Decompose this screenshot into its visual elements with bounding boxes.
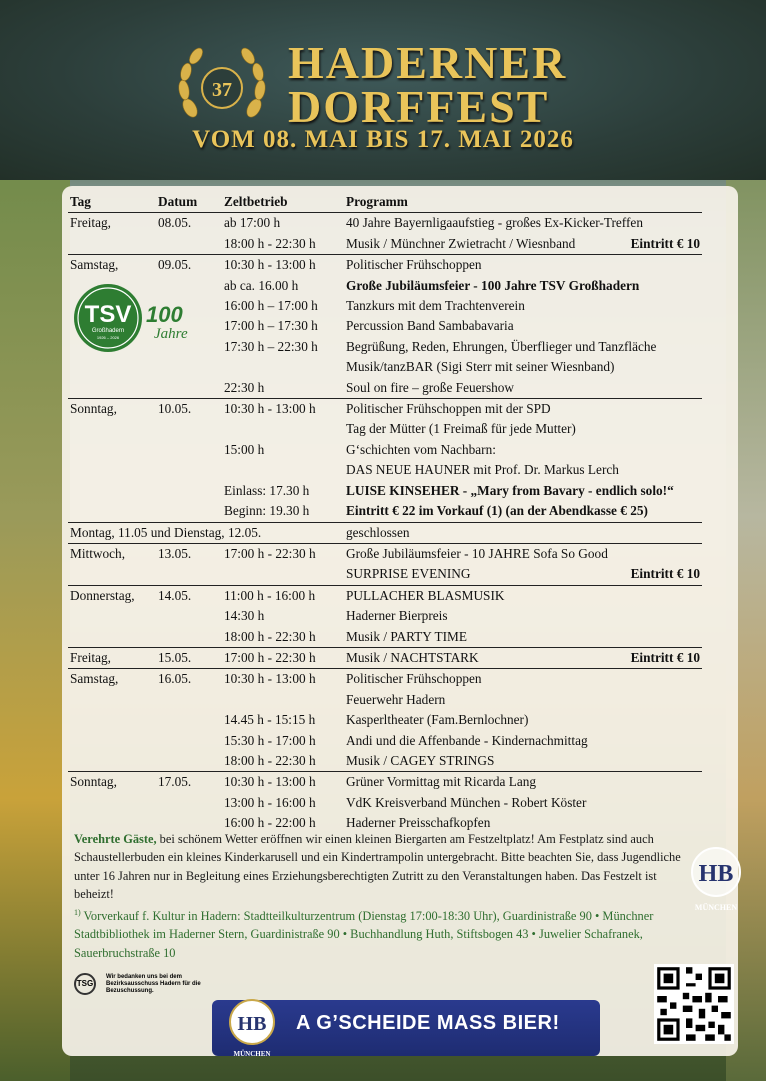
table-row [68, 357, 702, 377]
row-day [68, 606, 156, 626]
tsv-word: Jahre [154, 326, 188, 342]
row-day [68, 793, 156, 813]
row-program: geschlossen [344, 522, 702, 543]
table-row [68, 419, 702, 439]
row-date: 13.05. [156, 543, 222, 564]
row-day [68, 731, 156, 751]
row-time: ab ca. 16.00 h [224, 277, 299, 293]
notes-lead: Verehrte Gäste, [74, 832, 157, 846]
row-day [68, 460, 156, 480]
row-time: 10:30 h - 13:00 h [222, 669, 344, 690]
row-program: Politischer Frühschoppen mit der SPD [344, 399, 702, 420]
row-program [344, 234, 702, 255]
row-date [156, 564, 222, 585]
row-time: 14:30 h [224, 608, 265, 624]
row-date [156, 793, 222, 813]
row-program: DAS NEUE HAUNER mit Prof. Dr. Markus Lerch [346, 462, 619, 478]
table-row [68, 669, 702, 690]
row-day: Donnerstag, [68, 585, 156, 606]
row-day: Freitag, [68, 213, 156, 234]
sponsor-thanks [74, 972, 224, 998]
row-day [68, 501, 156, 522]
row-date [156, 606, 222, 626]
row-program: Soul on fire – große Feuershow [346, 379, 515, 395]
row-day [68, 690, 156, 710]
row-time: 17:00 h - 22:30 h [222, 647, 344, 668]
row-time: 14.45 h - 15:15 h [224, 712, 316, 728]
row-date [156, 710, 222, 730]
guest-notes [74, 830, 694, 962]
table-row [68, 606, 702, 626]
row-program: Kasperltheater (Fam.Bernlochner) [346, 712, 529, 728]
row-time: 16:00 h – 17:00 h [224, 298, 318, 314]
entry-fee: Eintritt € 10 [630, 649, 700, 665]
row-time: 17:00 h – 17:30 h [224, 318, 318, 334]
table-row [68, 522, 702, 543]
row-date [156, 357, 222, 377]
row-date: 17.05. [156, 772, 222, 793]
hb-beer-mug-logo [682, 836, 752, 916]
header-time: Zeltbetrieb [222, 192, 344, 213]
row-time: 17:00 h - 22:30 h [222, 543, 344, 564]
row-program: Musik / PARTY TIME [346, 628, 467, 644]
row-date [156, 440, 222, 460]
row-date: 14.05. [156, 585, 222, 606]
table-row [68, 772, 702, 793]
row-day [68, 627, 156, 648]
row-time: 10:30 h - 13:00 h [222, 399, 344, 420]
row-time [222, 564, 344, 585]
laurel-wreath-icon [172, 38, 272, 138]
row-time: 17:30 h – 22:30 h [224, 338, 318, 354]
hb-badge-brand: HB [237, 1013, 267, 1035]
row-program: Musik/tanzBAR (Sigi Sterr mit seiner Wiesnband) [346, 359, 615, 375]
row-program: Tanzkurs mit dem Trachtenverein [346, 298, 525, 314]
festival-dates: VOM 08. MAI BIS 17. MAI 2026 [192, 126, 574, 153]
table-row [68, 234, 702, 255]
row-program: Tag der Mütter (1 Freimaß für jede Mutter) [346, 421, 576, 437]
hb-right-brand: HB [698, 861, 734, 887]
table-row [68, 213, 702, 234]
table-row [68, 378, 702, 399]
table-row [68, 585, 702, 606]
title-line-1: HADERNER [288, 37, 568, 88]
program-text: Musik / NACHTSTARK [346, 649, 479, 665]
tsv-logo [72, 282, 212, 354]
table-row [68, 690, 702, 710]
row-day [68, 440, 156, 460]
row-program: Begrüßung, Reden, Ehrungen, Überflieger und Tanzfläche [346, 338, 657, 354]
row-program: PULLACHER BLASMUSIK [344, 585, 702, 606]
row-day: Freitag, [68, 647, 156, 668]
row-date [156, 481, 222, 501]
table-row [68, 793, 702, 813]
row-time: ab 17:00 h [222, 213, 344, 234]
row-time: 10:30 h - 13:00 h [222, 255, 344, 276]
edition-number: 37 [212, 79, 232, 101]
row-day [68, 481, 156, 501]
row-time [222, 690, 344, 710]
row-date [156, 690, 222, 710]
row-time: 18:00 h - 22:30 h [224, 235, 316, 251]
row-date [156, 731, 222, 751]
row-program: Eintritt € 22 im Vorkauf (1) (an der Abendkasse € 25) [346, 503, 648, 519]
sunflower-decoration [0, 140, 70, 1081]
row-program: VdK Kreisverband München - Robert Köster [346, 794, 587, 810]
row-date: 15.05. [156, 647, 222, 668]
program-text: SURPRISE EVENING [346, 566, 471, 582]
row-program: Andi und die Affenbande - Kindernachmittag [346, 732, 588, 748]
row-time: 18:00 h - 22:30 h [224, 628, 316, 644]
row-day: Samstag, [68, 669, 156, 690]
row-time: 13:00 h - 16:00 h [224, 794, 316, 810]
hb-badge-logo [226, 992, 278, 1062]
row-time: 15:30 h - 17:00 h [224, 732, 316, 748]
header-date: Datum [156, 192, 222, 213]
row-day [68, 357, 156, 377]
row-time: 15:00 h [224, 441, 265, 457]
row-day [68, 751, 156, 772]
row-day [68, 419, 156, 439]
footnote-text: Vorverkauf f. Kultur in Hadern: Stadtteilkulturzentrum (Dienstag 17:00-18:30 Uhr), Guardinistraße 90 • Münchner Stadtbibliothek im Haderner Stern, Guardinistraße 90 • Buchhandlung Huth, Stiftsbogen 43 • Juwelier Schafranek, Sauerbruchstraße 10 [74, 908, 654, 960]
table-row [68, 543, 702, 564]
row-time: 22:30 h [224, 379, 265, 395]
row-program: Große Jubiläumsfeier - 100 Jahre TSV Großhadern [346, 277, 640, 293]
row-time: 16:00 h - 22:00 h [224, 815, 316, 831]
row-program: Große Jubiläumsfeier - 10 JAHRE Sofa So Good [344, 543, 702, 564]
hb-badge-city: MÜNCHEN [233, 1050, 271, 1058]
row-day [68, 234, 156, 255]
row-program: Feuerwehr Hadern [346, 691, 446, 707]
row-program [344, 647, 702, 668]
row-program: Percussion Band Sambabavaria [346, 318, 514, 334]
row-date [156, 378, 222, 399]
row-program: Haderner Bierpreis [346, 608, 448, 624]
table-row [68, 481, 702, 501]
thanks-text: Wir bedanken uns bei dem Bezirksausschuss Hadern für die Bezuschussung. [106, 974, 201, 994]
row-date: 10.05. [156, 399, 222, 420]
table-row [68, 399, 702, 420]
row-time [222, 460, 344, 480]
tsv-name: Großhadern [91, 328, 125, 334]
row-day: Mittwoch, [68, 543, 156, 564]
entry-fee: Eintritt € 10 [630, 235, 700, 251]
row-program: G‘schichten vom Nachbarn: [346, 441, 496, 457]
row-time: Einlass: 17.30 h [224, 482, 310, 498]
row-day [68, 564, 156, 585]
table-row [68, 460, 702, 480]
slogan-text: A G’SCHEIDE MASS BIER! [296, 1012, 560, 1034]
row-program: Politischer Frühschoppen [344, 255, 702, 276]
row-date: 08.05. [156, 213, 222, 234]
qr-code-icon[interactable] [654, 964, 734, 1044]
row-program: Musik / CAGEY STRINGS [346, 752, 495, 768]
row-time: 18:00 h - 22:30 h [224, 752, 316, 768]
tsg-logo-icon: TSG [74, 973, 96, 995]
row-date: 09.05. [156, 255, 222, 276]
row-date [156, 419, 222, 439]
entry-fee: Eintritt € 10 [630, 566, 700, 582]
program-text: Musik / Münchner Zwietracht / Wiesnband [346, 235, 576, 251]
table-row [68, 564, 702, 585]
row-program [344, 564, 702, 585]
header-day: Tag [68, 192, 156, 213]
table-row [68, 501, 702, 522]
table-row [68, 440, 702, 460]
row-span-label: Montag, 11.05 und Dienstag, 12.05. [68, 522, 344, 543]
row-date [156, 501, 222, 522]
row-time [222, 357, 344, 377]
row-time: 11:00 h - 16:00 h [222, 585, 344, 606]
table-row [68, 710, 702, 730]
row-date [156, 751, 222, 772]
row-date [156, 627, 222, 648]
row-program: Haderner Preisschafkopfen [346, 815, 491, 831]
table-row [68, 751, 702, 772]
table-row [68, 627, 702, 648]
row-day [68, 378, 156, 399]
tsv-letters: TSV [84, 301, 132, 328]
header-program: Programm [344, 192, 702, 213]
tsv-years: 1926 – 2026 [96, 335, 120, 340]
notes-text: bei schönem Wetter eröffnen wir einen kleinen Biergarten am Festzeltplatz! Am Festplatz sind auch Schaustellerbuden ein kleines Kinderkarusell und ein Kindertrampolin untergebracht. Bitte beachten Sie, dass Jugendliche unter 16 Jahren nur in Begleitung eines Erziehungsberechtigten Zutritt zu den Veranstaltungen haben. Das Festzelt ist beheizt! [74, 832, 681, 902]
row-day: Samstag, [68, 255, 156, 276]
row-time: Beginn: 19.30 h [224, 503, 310, 519]
row-date [156, 234, 222, 255]
tsv-number: 100 [146, 302, 183, 327]
row-day: Sonntag, [68, 399, 156, 420]
row-day [68, 710, 156, 730]
table-row [68, 731, 702, 751]
row-day: Sonntag, [68, 772, 156, 793]
footnote-mark: 1) [74, 907, 81, 917]
title-line-2: DORFFEST [288, 81, 550, 132]
table-row [68, 647, 702, 668]
row-program: Grüner Vormittag mit Ricarda Lang [344, 772, 702, 793]
table-row [68, 255, 702, 276]
row-time: 10:30 h - 13:00 h [222, 772, 344, 793]
row-program: Politischer Frühschoppen [344, 669, 702, 690]
row-time [222, 419, 344, 439]
row-date [156, 460, 222, 480]
row-program: 40 Jahre Bayernligaaufstieg - großes Ex-Kicker-Treffen [344, 213, 702, 234]
row-date: 16.05. [156, 669, 222, 690]
row-program: LUISE KINSEHER - „Mary from Bavary - endlich solo!“ [346, 482, 674, 498]
hb-right-city: MÜNCHEN [694, 903, 738, 912]
